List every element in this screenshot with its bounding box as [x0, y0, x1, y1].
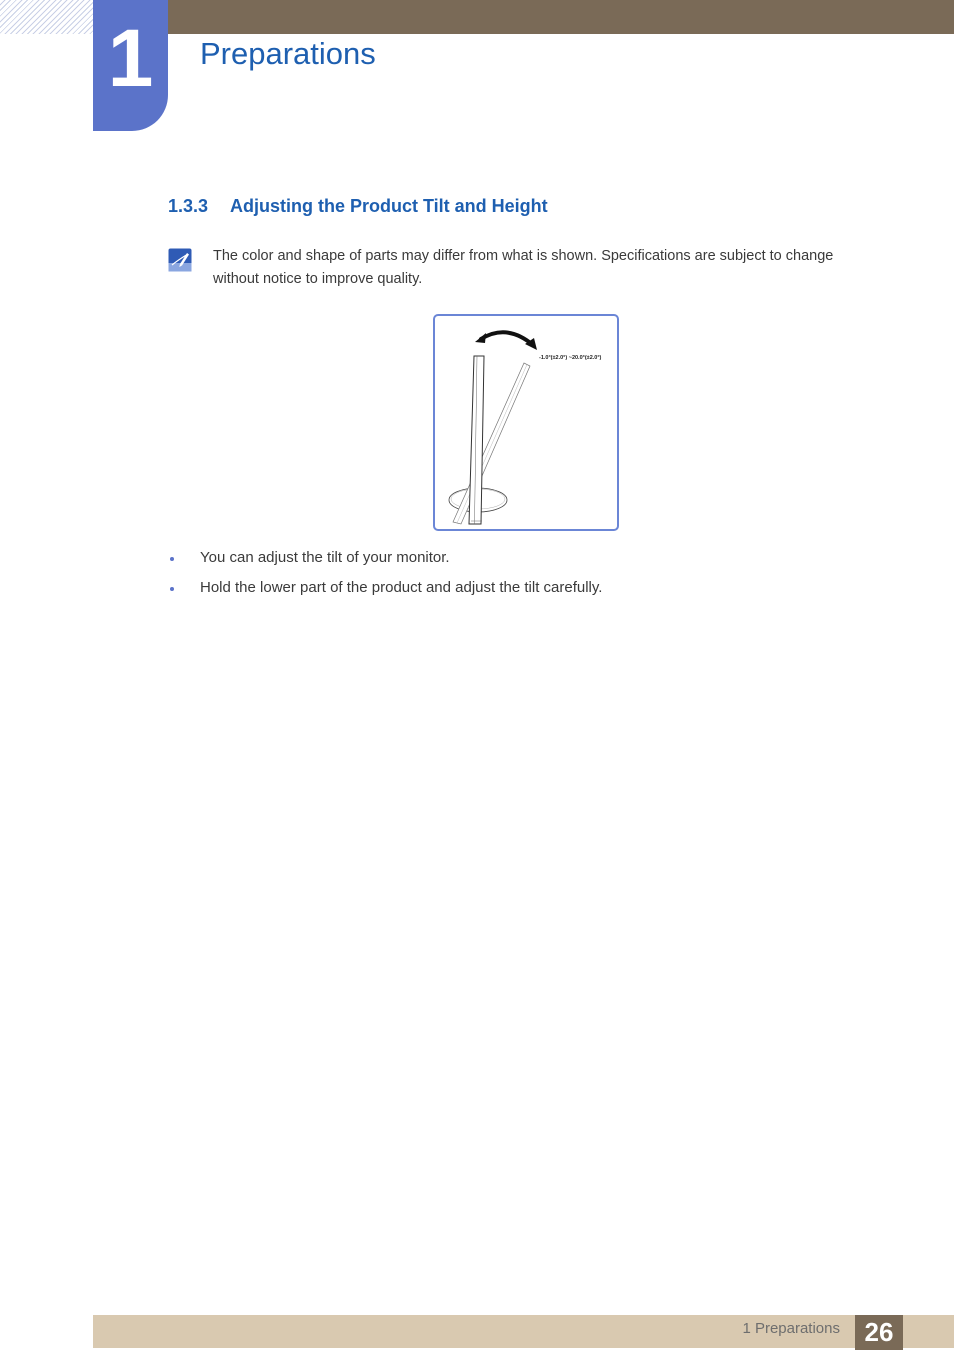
- list-item: Hold the lower part of the product and adjust the tilt carefully.: [168, 576, 602, 606]
- note-text: The color and shape of parts may differ from what is shown. Specifications are subject to change without notice to improve quality.: [213, 248, 834, 287]
- section-heading: [168, 196, 548, 217]
- bullet-dot-icon: [170, 557, 174, 561]
- chapter-number-tab: [93, 0, 168, 131]
- list-item: You can adjust the tilt of your monitor.: [168, 546, 602, 576]
- tilt-angle-label: -1.0°(±2.0°) ~20.0°(±2.0°): [539, 355, 602, 361]
- header-hatch-pattern: [0, 0, 93, 34]
- footer-chapter-label: 1 Preparations: [742, 1320, 840, 1337]
- chapter-number: 1: [107, 13, 154, 104]
- bullet-list: [168, 546, 602, 606]
- monitor-tilt-illustration: [435, 316, 621, 533]
- header-bar: [167, 0, 954, 34]
- tilt-figure: [433, 314, 619, 531]
- page-number: 26: [855, 1315, 903, 1350]
- note-pencil-icon: [168, 248, 192, 272]
- bullet-dot-icon: [170, 587, 174, 591]
- chapter-title: Preparations: [200, 36, 376, 71]
- section-title: Adjusting the Product Tilt and Height: [230, 196, 548, 216]
- section-number: 1.3.3: [168, 196, 209, 216]
